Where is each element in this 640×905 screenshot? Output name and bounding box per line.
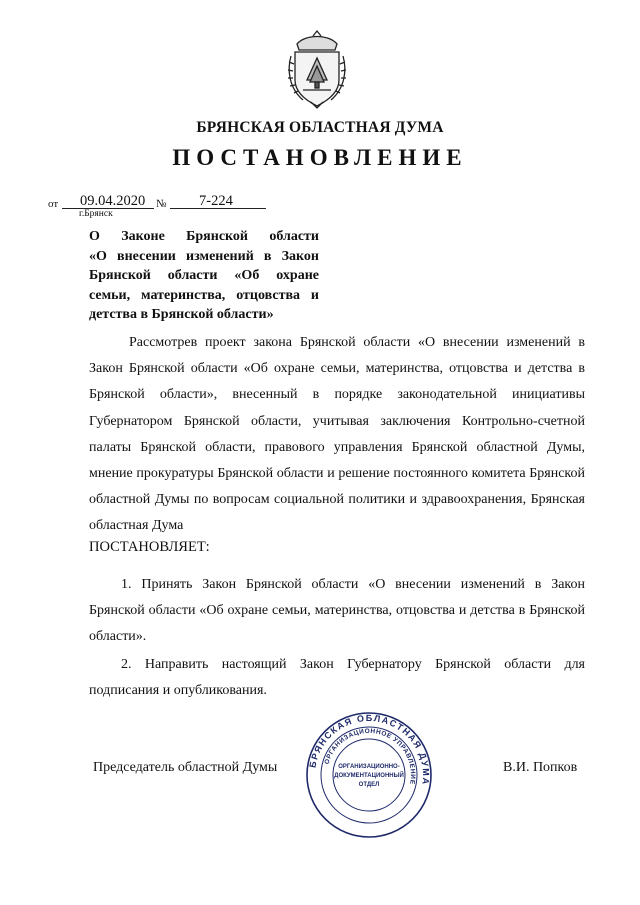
stamp-inner-ring-text: ОРГАНИЗАЦИОННОЕ УПРАВЛЕНИЕ — [323, 727, 417, 786]
official-round-stamp-icon — [304, 710, 434, 840]
preamble-paragraph: Рассмотрев проект закона Брянской области «О внесении изменений в Закон Брянской области «Об охране семьи, материнства, отцовства и детства в Брянской области», внесенный в порядке законодательной инициативы Губернатором Брянской области, учитывая заключения Контрольно-счетной палаты Брянской области, правового управления Брянской областной Думы, мнение прокуратуры Брянской области и решение постоянного комитета Брянской областной Думы по вопросам социальной политики и здравоохранения, Брянская областная Дума — [89, 335, 585, 534]
number-prefix: № — [156, 198, 167, 210]
stamp-outer-text: БРЯНСКАЯ ОБЛАСТНАЯ ДУМА — [307, 712, 432, 787]
subject-line: О Законе Брянской области — [89, 229, 319, 244]
stamp-center-line: ДОКУМЕНТАЦИОННЫЙ — [334, 773, 404, 779]
document-subject — [89, 227, 319, 325]
city-label: г.Брянск — [79, 209, 113, 219]
organization-name: БРЯНСКАЯ ОБЛАСТНАЯ ДУМА — [196, 119, 444, 136]
decree-item-2: 2. Направить настоящий Закон Губернатору Брянской области для подписания и опубликования. — [89, 657, 585, 699]
document-type-title: ПОСТАНОВЛЕНИЕ — [172, 145, 468, 170]
decree-word: ПОСТАНОВЛЯЕТ: — [89, 539, 210, 555]
stamp-center-line: ОТДЕЛ — [358, 782, 380, 788]
bryansk-coat-of-arms-icon — [285, 30, 349, 110]
document-number: 7-224 — [199, 193, 233, 209]
decree-item-1: 1. Принять Закон Брянской области «О внесении изменений в Закон Брянской области «Об охране семьи, материнства, отцовства и детства в Брянской области». — [89, 577, 585, 645]
document-date: 09.04.2020 — [80, 193, 146, 209]
date-prefix: от — [48, 198, 59, 210]
stamp-center-line: ОРГАНИЗАЦИОННО- — [338, 764, 400, 770]
number-underline — [170, 208, 266, 209]
subject-line: «О внесении изменений в Закон — [89, 248, 319, 264]
signatory-name: В.И. Попков — [503, 760, 578, 775]
subject-line: Брянской области «Об охране — [89, 268, 319, 283]
signatory-role: Председатель областной Думы — [93, 760, 278, 775]
subject-line: детства в Брянской области» — [89, 307, 274, 322]
subject-line: семьи, материнства, отцовства и — [89, 287, 319, 303]
